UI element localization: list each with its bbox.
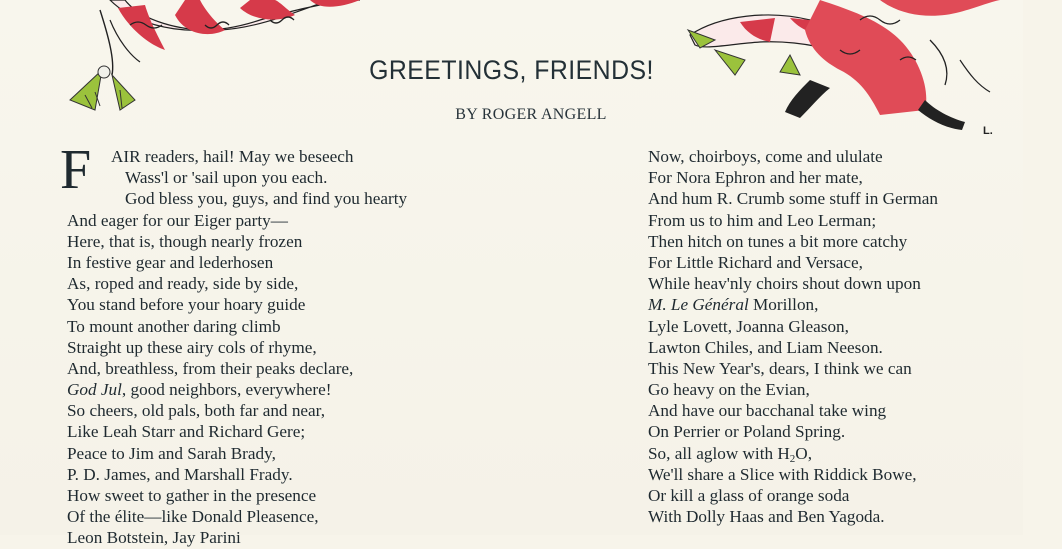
- poem-line: From us to him and Leo Lerman;: [648, 210, 877, 230]
- poem-column-left: [67, 146, 507, 549]
- poem-line: As, roped and ready, side by side,: [67, 274, 299, 294]
- poem-line: Or kill a glass of orange soda: [648, 486, 850, 505]
- poem-line: This New Year's, dears, I think we can: [648, 358, 912, 378]
- poem-line: Peace to Jim and Sarah Brady,: [67, 443, 276, 463]
- poem-line: Then hitch on tunes a bit more catchy: [648, 231, 908, 251]
- poem-line: We'll share a Slice with Riddick Bowe,: [648, 464, 917, 484]
- poem-line: Here, that is, though nearly frozen: [67, 231, 303, 251]
- poem-line: On Perrier or Poland Spring.: [648, 422, 846, 442]
- poem-column-right: [648, 146, 1008, 527]
- italic-phrase: God Jul: [67, 380, 122, 400]
- first-word: AIR: [111, 147, 141, 166]
- italic-phrase: M. Le Général: [648, 295, 749, 315]
- article-title: GREETINGS, FRIENDS!: [369, 55, 654, 85]
- poem-line: So cheers, old pals, both far and near,: [67, 401, 325, 421]
- poem-line: Leon Botstein, Jay Parini: [67, 528, 241, 548]
- poem-line: So, all aglow with $H_2O$,: [648, 443, 813, 465]
- poem-line: For Little Richard and Versace,: [648, 252, 863, 272]
- poem-line: For Nora Ephron and her mate,: [648, 168, 863, 188]
- poem-line: And have our bacchanal take wing: [648, 401, 887, 421]
- poem-line: While heav'nly choirs shout down upon: [648, 274, 921, 294]
- poem-line: AIR readers, hail! May we beseech: [111, 147, 354, 166]
- drop-cap: F: [60, 139, 92, 201]
- poem-line: M. Le Général Morillon,: [648, 295, 819, 315]
- poem-line: Straight up these airy cols of rhyme,: [67, 337, 317, 357]
- poem-line: Lawton Chiles, and Liam Neeson.: [648, 337, 883, 357]
- poem-line: Wass'l or 'sail upon you each.: [125, 168, 328, 188]
- poem-line: Now, choirboys, come and ululate: [648, 147, 883, 166]
- poem-line: How sweet to gather in the presence: [67, 486, 317, 505]
- artist-signature: L.: [983, 125, 993, 137]
- poem-line: Lyle Lovett, Joanna Gleason,: [648, 316, 849, 336]
- poem-line: And eager for our Eiger party—: [67, 210, 288, 230]
- poem-line: You stand before your hoary guide: [67, 295, 306, 315]
- poem-line: God Jul, good neighbors, everywhere!: [67, 380, 332, 400]
- poem-line: Of the élite—like Donald Pleasence,: [67, 507, 319, 527]
- poem-line: With Dolly Haas and Ben Yagoda.: [648, 507, 885, 527]
- poem-line: In festive gear and lederhosen: [67, 252, 274, 272]
- poem-line: God bless you, guys, and find you hearty: [125, 189, 408, 209]
- poem-line: To mount another daring climb: [67, 316, 281, 336]
- byline: BY ROGER ANGELL: [455, 106, 607, 123]
- poem-line: Like Leah Starr and Richard Gere;: [67, 422, 306, 442]
- poem-line: And hum R. Crumb some stuff in German: [648, 189, 938, 209]
- poem-line: And, breathless, from their peaks declare,: [67, 358, 354, 378]
- poem-line: P. D. James, and Marshall Frady.: [67, 464, 293, 484]
- poem-line: Go heavy on the Evian,: [648, 380, 810, 400]
